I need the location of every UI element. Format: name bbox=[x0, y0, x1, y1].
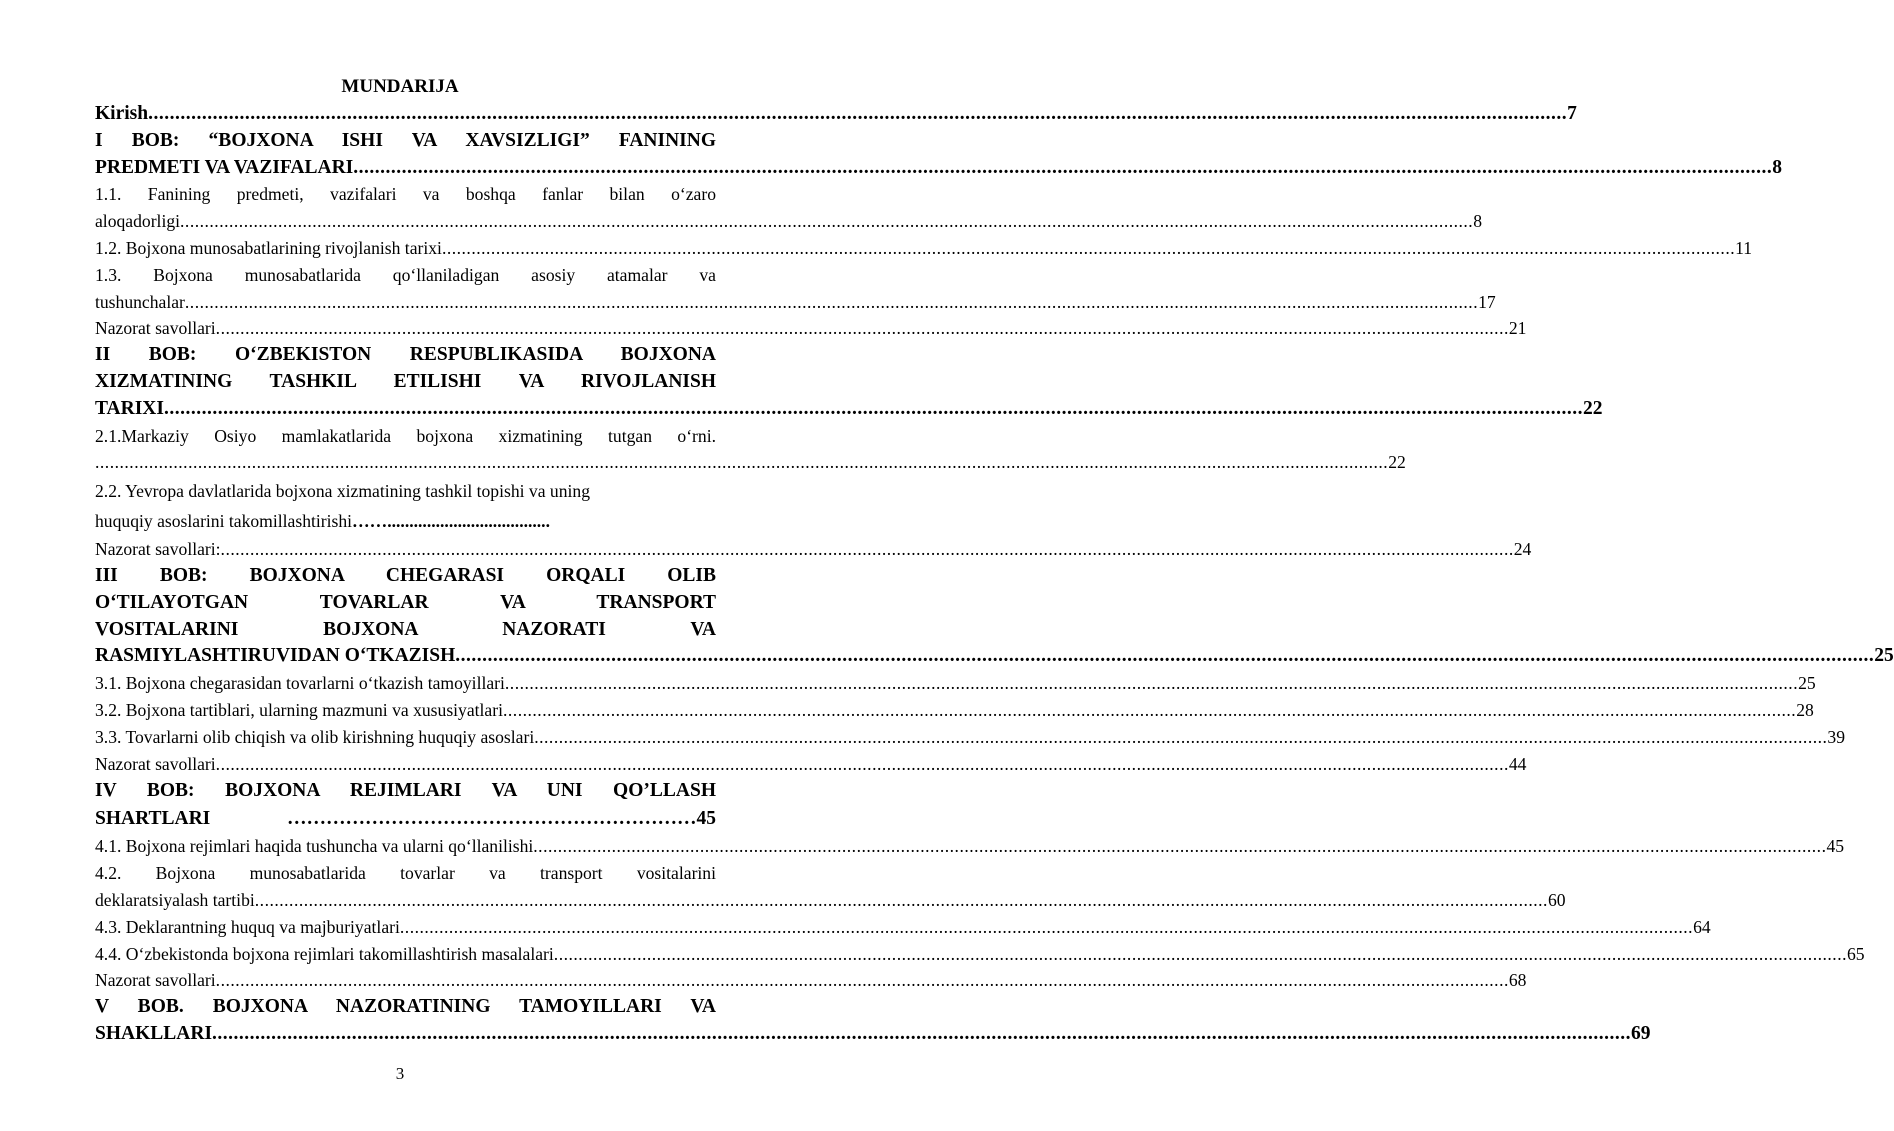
dot-leader bbox=[216, 751, 1509, 778]
toc-page-number: 65 bbox=[1846, 943, 1865, 964]
toc-page-number: 69 bbox=[1631, 1022, 1651, 1044]
toc-label: Nazorat savollari bbox=[95, 318, 216, 339]
toc-entry-4-2[interactable] bbox=[95, 860, 1566, 914]
dot-leader bbox=[164, 396, 1583, 423]
toc-label: 3.1. Bojxona chegarasidan tovarlarni o‘tkazish tamoyillari bbox=[95, 673, 505, 694]
dot-leader bbox=[180, 208, 1473, 235]
toc-label-line: TARIXI bbox=[95, 397, 164, 419]
dot-leader bbox=[400, 914, 1693, 941]
toc-entry-chapter-4[interactable] bbox=[95, 777, 716, 833]
dot-leader bbox=[221, 536, 1514, 563]
toc-label-line: 2.2. Yevropa davlatlarida bojxona xizmatining tashkil topishi va uning bbox=[95, 481, 590, 502]
toc-page-number: 11 bbox=[1735, 237, 1753, 258]
toc-entry-4-4[interactable] bbox=[95, 941, 1865, 968]
toc-label-line: SHAKLLARI bbox=[95, 1022, 213, 1044]
dot-leader bbox=[442, 235, 1735, 262]
toc-page-number: 8 bbox=[1473, 211, 1482, 232]
toc-entry-nazorat-3[interactable] bbox=[95, 751, 1527, 778]
toc-label-line: tushunchalar bbox=[95, 291, 185, 312]
toc-label-line: SHARTLARI bbox=[95, 808, 211, 830]
toc-label-line: I BOB: “BOJXONA ISHI VA XAVSIZLIGI” FANINING bbox=[95, 129, 716, 151]
toc-entry-1-3[interactable] bbox=[95, 262, 1496, 316]
toc-label-line: IV BOB: BOJXONA REJIMLARI VA UNI QO’LLASH bbox=[95, 780, 716, 802]
toc-label-line: III BOB: BOJXONA CHEGARASI ORQALI OLIB bbox=[95, 564, 716, 586]
dot-leader bbox=[353, 155, 1772, 182]
dot-leader bbox=[212, 1021, 1631, 1048]
toc-label-line: VOSITALARINI BOJXONA NAZORATI VA bbox=[95, 618, 716, 640]
toc-label-line: 2.1.Markaziy Osiyo mamlakatlarida bojxona xizmatining tutgan o‘rni. bbox=[95, 425, 716, 446]
dot-leader bbox=[95, 449, 1388, 476]
dot-leader bbox=[533, 833, 1826, 860]
toc-label-line: deklaratsiyalash tartibi bbox=[95, 889, 255, 910]
toc-entry-4-3[interactable] bbox=[95, 914, 1711, 941]
toc-page-number: 28 bbox=[1796, 699, 1814, 720]
page-number: 3 bbox=[395, 1064, 405, 1083]
toc-entry-3-1[interactable] bbox=[95, 670, 1816, 697]
toc-label: 3.3. Tovarlarni olib chiqish va olib kirishning huquqiy asoslari bbox=[95, 726, 535, 747]
dot-leader bbox=[216, 967, 1509, 994]
toc-label-line: huquqiy asoslarini takomillashtirishi bbox=[95, 511, 353, 532]
dot-leader: ……..................................... bbox=[352, 511, 550, 532]
toc-page-number: 8 bbox=[1772, 156, 1783, 178]
toc-label: Nazorat savollari bbox=[95, 753, 216, 774]
toc-title: MUNDARIJA bbox=[341, 76, 459, 97]
toc-page-number: 24 bbox=[1513, 539, 1532, 560]
dot-leader bbox=[554, 941, 1847, 968]
toc-page-number: 17 bbox=[1478, 291, 1496, 312]
toc-label-line: 1.1. Fanining predmeti, vazifalari va boshqa fanlar bilan o‘zaro bbox=[95, 184, 716, 205]
toc-entry-nazorat-2[interactable] bbox=[95, 536, 1532, 563]
toc-page-number: 68 bbox=[1508, 970, 1527, 991]
toc-entry-2-1[interactable] bbox=[95, 423, 1406, 477]
dot-leader bbox=[185, 289, 1478, 316]
toc-entry-chapter-5[interactable] bbox=[95, 994, 1651, 1048]
toc-entry-nazorat-4[interactable] bbox=[95, 967, 1527, 994]
toc-page-number: 25 bbox=[1874, 645, 1894, 667]
dot-leader bbox=[216, 315, 1509, 342]
dot-leader bbox=[148, 101, 1567, 128]
toc-entry-2-2[interactable] bbox=[95, 476, 716, 536]
toc-entry-chapter-3[interactable] bbox=[95, 563, 1894, 670]
toc-page-number: 25 bbox=[1798, 673, 1816, 694]
toc-page-number: 60 bbox=[1547, 889, 1566, 910]
toc-entry-chapter-2[interactable] bbox=[95, 342, 1603, 422]
toc-page-number: 64 bbox=[1693, 916, 1711, 937]
dot-leader bbox=[455, 643, 1874, 670]
toc-page-number: 21 bbox=[1508, 318, 1527, 339]
toc-label: Nazorat savollari bbox=[95, 970, 216, 991]
toc-label-line: 1.3. Bojxona munosabatlarida qo‘llaniladigan asosiy atamalar va bbox=[95, 264, 716, 285]
toc-entry-3-3[interactable] bbox=[95, 724, 1845, 751]
toc-entry-1-2[interactable] bbox=[95, 235, 1753, 262]
toc-page-number: 45 bbox=[1826, 836, 1845, 857]
toc-entry-kirish[interactable] bbox=[95, 101, 1577, 128]
toc-label: 1.2. Bojxona munosabatlarining rivojlanish tarixi bbox=[95, 237, 442, 258]
toc-page-number: 45 bbox=[696, 808, 716, 830]
toc-label-line: V BOB. BOJXONA NAZORATINING TAMOYILLARI VA bbox=[95, 996, 716, 1018]
toc-page-number: 22 bbox=[1582, 397, 1603, 419]
toc-page-number: 44 bbox=[1508, 753, 1527, 774]
toc-entry-4-1[interactable] bbox=[95, 833, 1845, 860]
toc-entry-nazorat-1[interactable] bbox=[95, 315, 1527, 342]
dot-leader bbox=[255, 887, 1548, 914]
toc-label-line: II BOB: O‘ZBEKISTON RESPUBLIKASIDA BOJXONA bbox=[95, 344, 716, 366]
table-of-contents bbox=[95, 101, 1894, 1048]
toc-label-line: PREDMETI VA VAZIFALARI bbox=[95, 156, 354, 178]
toc-label-line: XIZMATINING TASHKIL ETILISHI VA RIVOJLANISH bbox=[95, 370, 716, 392]
toc-page-number: 22 bbox=[1388, 452, 1406, 473]
toc-label: 3.2. Bojxona tartiblari, ularning mazmuni va xususiyatlari bbox=[95, 699, 503, 720]
toc-page-number: 7 bbox=[1567, 103, 1577, 124]
toc-label: 4.1. Bojxona rejimlari haqida tushuncha va ularni qo‘llanilishi bbox=[95, 836, 534, 857]
toc-label-line: aloqadorligi bbox=[95, 211, 181, 232]
toc-label: 4.4. O‘zbekistonda bojxona rejimlari takomillashtirish masalalari bbox=[95, 943, 554, 964]
toc-label-line: O‘TILAYOTGAN TOVARLAR VA TRANSPORT bbox=[95, 591, 716, 613]
toc-label: 4.3. Deklarantning huquq va majburiyatlari bbox=[95, 916, 400, 937]
toc-label-line: 4.2. Bojxona munosabatlarida tovarlar va transport vositalarini bbox=[95, 863, 716, 884]
toc-label-line: RASMIYLASHTIRUVIDAN O‘TKAZISH bbox=[95, 645, 456, 667]
dot-leader bbox=[534, 724, 1827, 751]
dot-leader bbox=[503, 697, 1796, 724]
toc-page-number: 39 bbox=[1827, 726, 1845, 747]
toc-entry-3-2[interactable] bbox=[95, 697, 1814, 724]
dot-leader: ……………………………………………………… bbox=[287, 808, 697, 830]
dot-leader bbox=[505, 670, 1798, 697]
toc-label: Kirish bbox=[95, 103, 149, 124]
toc-entry-chapter-1[interactable] bbox=[95, 128, 1783, 182]
toc-label: Nazorat savollari: bbox=[95, 539, 221, 560]
toc-entry-1-1[interactable] bbox=[95, 181, 1482, 235]
